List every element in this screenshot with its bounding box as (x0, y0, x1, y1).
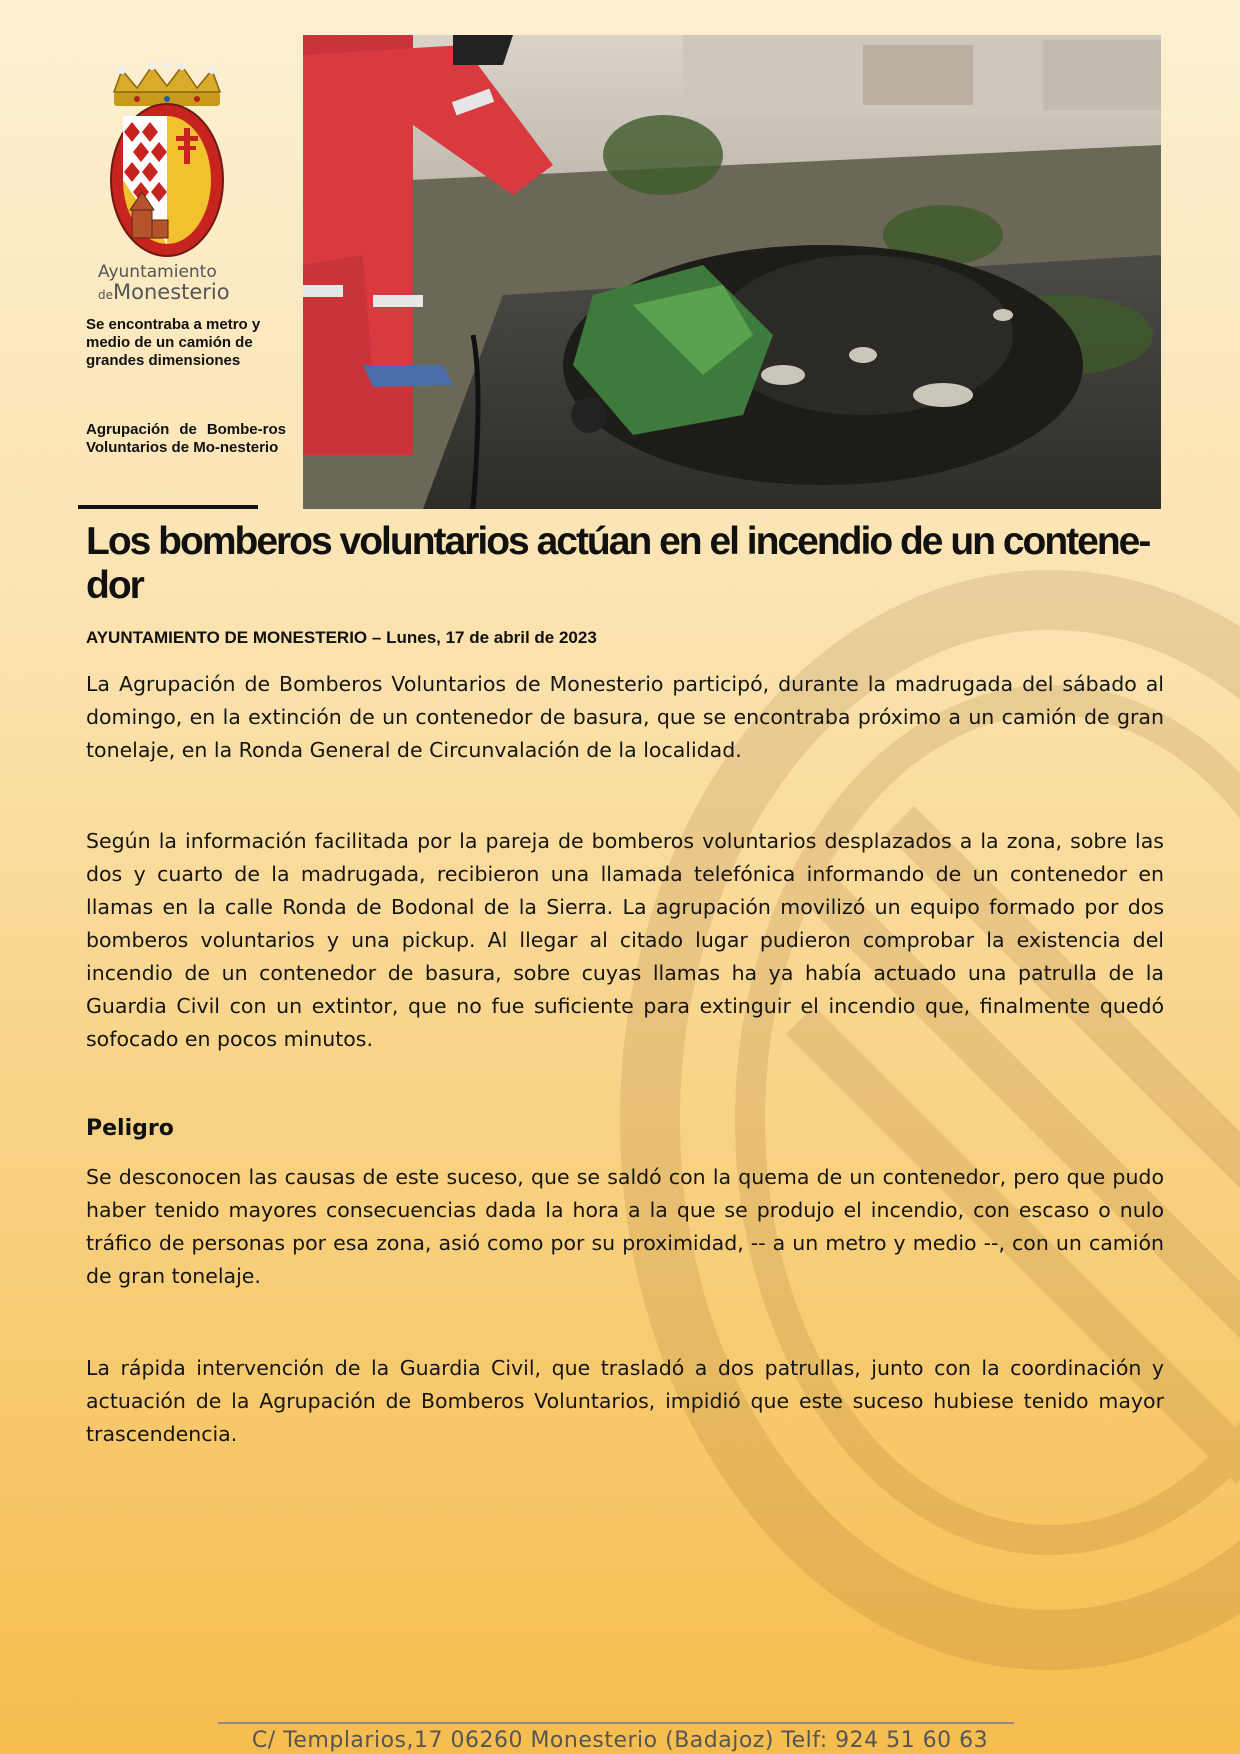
logo-text-de: de (98, 288, 113, 302)
logo-text-monesterio (98, 280, 230, 304)
byline-date: Lunes, 17 de abril de 2023 (386, 628, 597, 647)
left-divider (78, 505, 258, 509)
article-byline (86, 628, 597, 648)
article-paragraph-1: La Agrupación de Bomberos Voluntarios de Monesterio participó, durante la madrugada del sábado al domingo, en la extinción de un contenedor de basura, que se encontraba próximo a un camión de gran tonelaje, en la Ronda General de Circunvalación de la localidad. (86, 672, 1164, 762)
article-paragraph-2: Según la información facilitada por la pareja de bomberos voluntarios desplazados a la zona, sobre las dos y cuarto de la madrugada, recibieron una llamada telefónica informando de un contenedor en llamas en la calle Ronda de Bodonal de la Sierra. La agrupación movilizó un equipo formado por dos bomberos voluntarios y una pickup. Al llegar al citado lugar pudieron comprobar la existencia del incendio de un contenedor de basura, sobre cuyas llamas ha ya había actuado una patrulla de la Guardia Civil con un extintor, que no fue suficiente para extinguir el incendio que, finalmente quedó sofocado en pocos minutos. (86, 829, 1164, 1051)
photo-credit: Agrupación de Bombe-ros Voluntarios de Mo-nesterio (86, 421, 286, 456)
logo-text-name: Monesterio (113, 280, 230, 304)
article-headline: Los bomberos voluntarios actúan en el incendio de un contene-dor (86, 520, 1150, 607)
logo-text-ayuntamiento: Ayuntamiento (98, 262, 217, 282)
municipal-crest-logo (92, 62, 242, 262)
footer-address: C/ Templarios,17 06260 Monesterio (Badajoz) Telf: 924 51 60 63 (251, 1728, 989, 1753)
section-heading-peligro: Peligro (86, 1116, 174, 1141)
byline-separator: – (371, 628, 382, 647)
news-photo (303, 35, 1161, 509)
footer-divider (218, 1722, 1014, 1724)
article-paragraph-3: Se desconocen las causas de este suceso, que se saldó con la quema de un contenedor, pero que pudo haber tenido mayores consecuencias dada la hora a la que se produjo el incendio, con escaso o nulo tráfico de personas por esa zona, asió como por su proximidad, -- a un metro y medio --, con un camión de gran tonelaje. (86, 1165, 1164, 1288)
article-paragraph-4: La rápida intervención de la Guardia Civil, que trasladó a dos patrullas, junto con la coordinación y actuación de la Agrupación de Bomberos Voluntarios, impidió que este suceso hubiese tenido mayor trascendencia. (86, 1356, 1164, 1446)
byline-source: AYUNTAMIENTO DE MONESTERIO (86, 628, 368, 647)
photo-caption: Se encontraba a metro y medio de un camión de grandes dimensiones (86, 316, 261, 369)
